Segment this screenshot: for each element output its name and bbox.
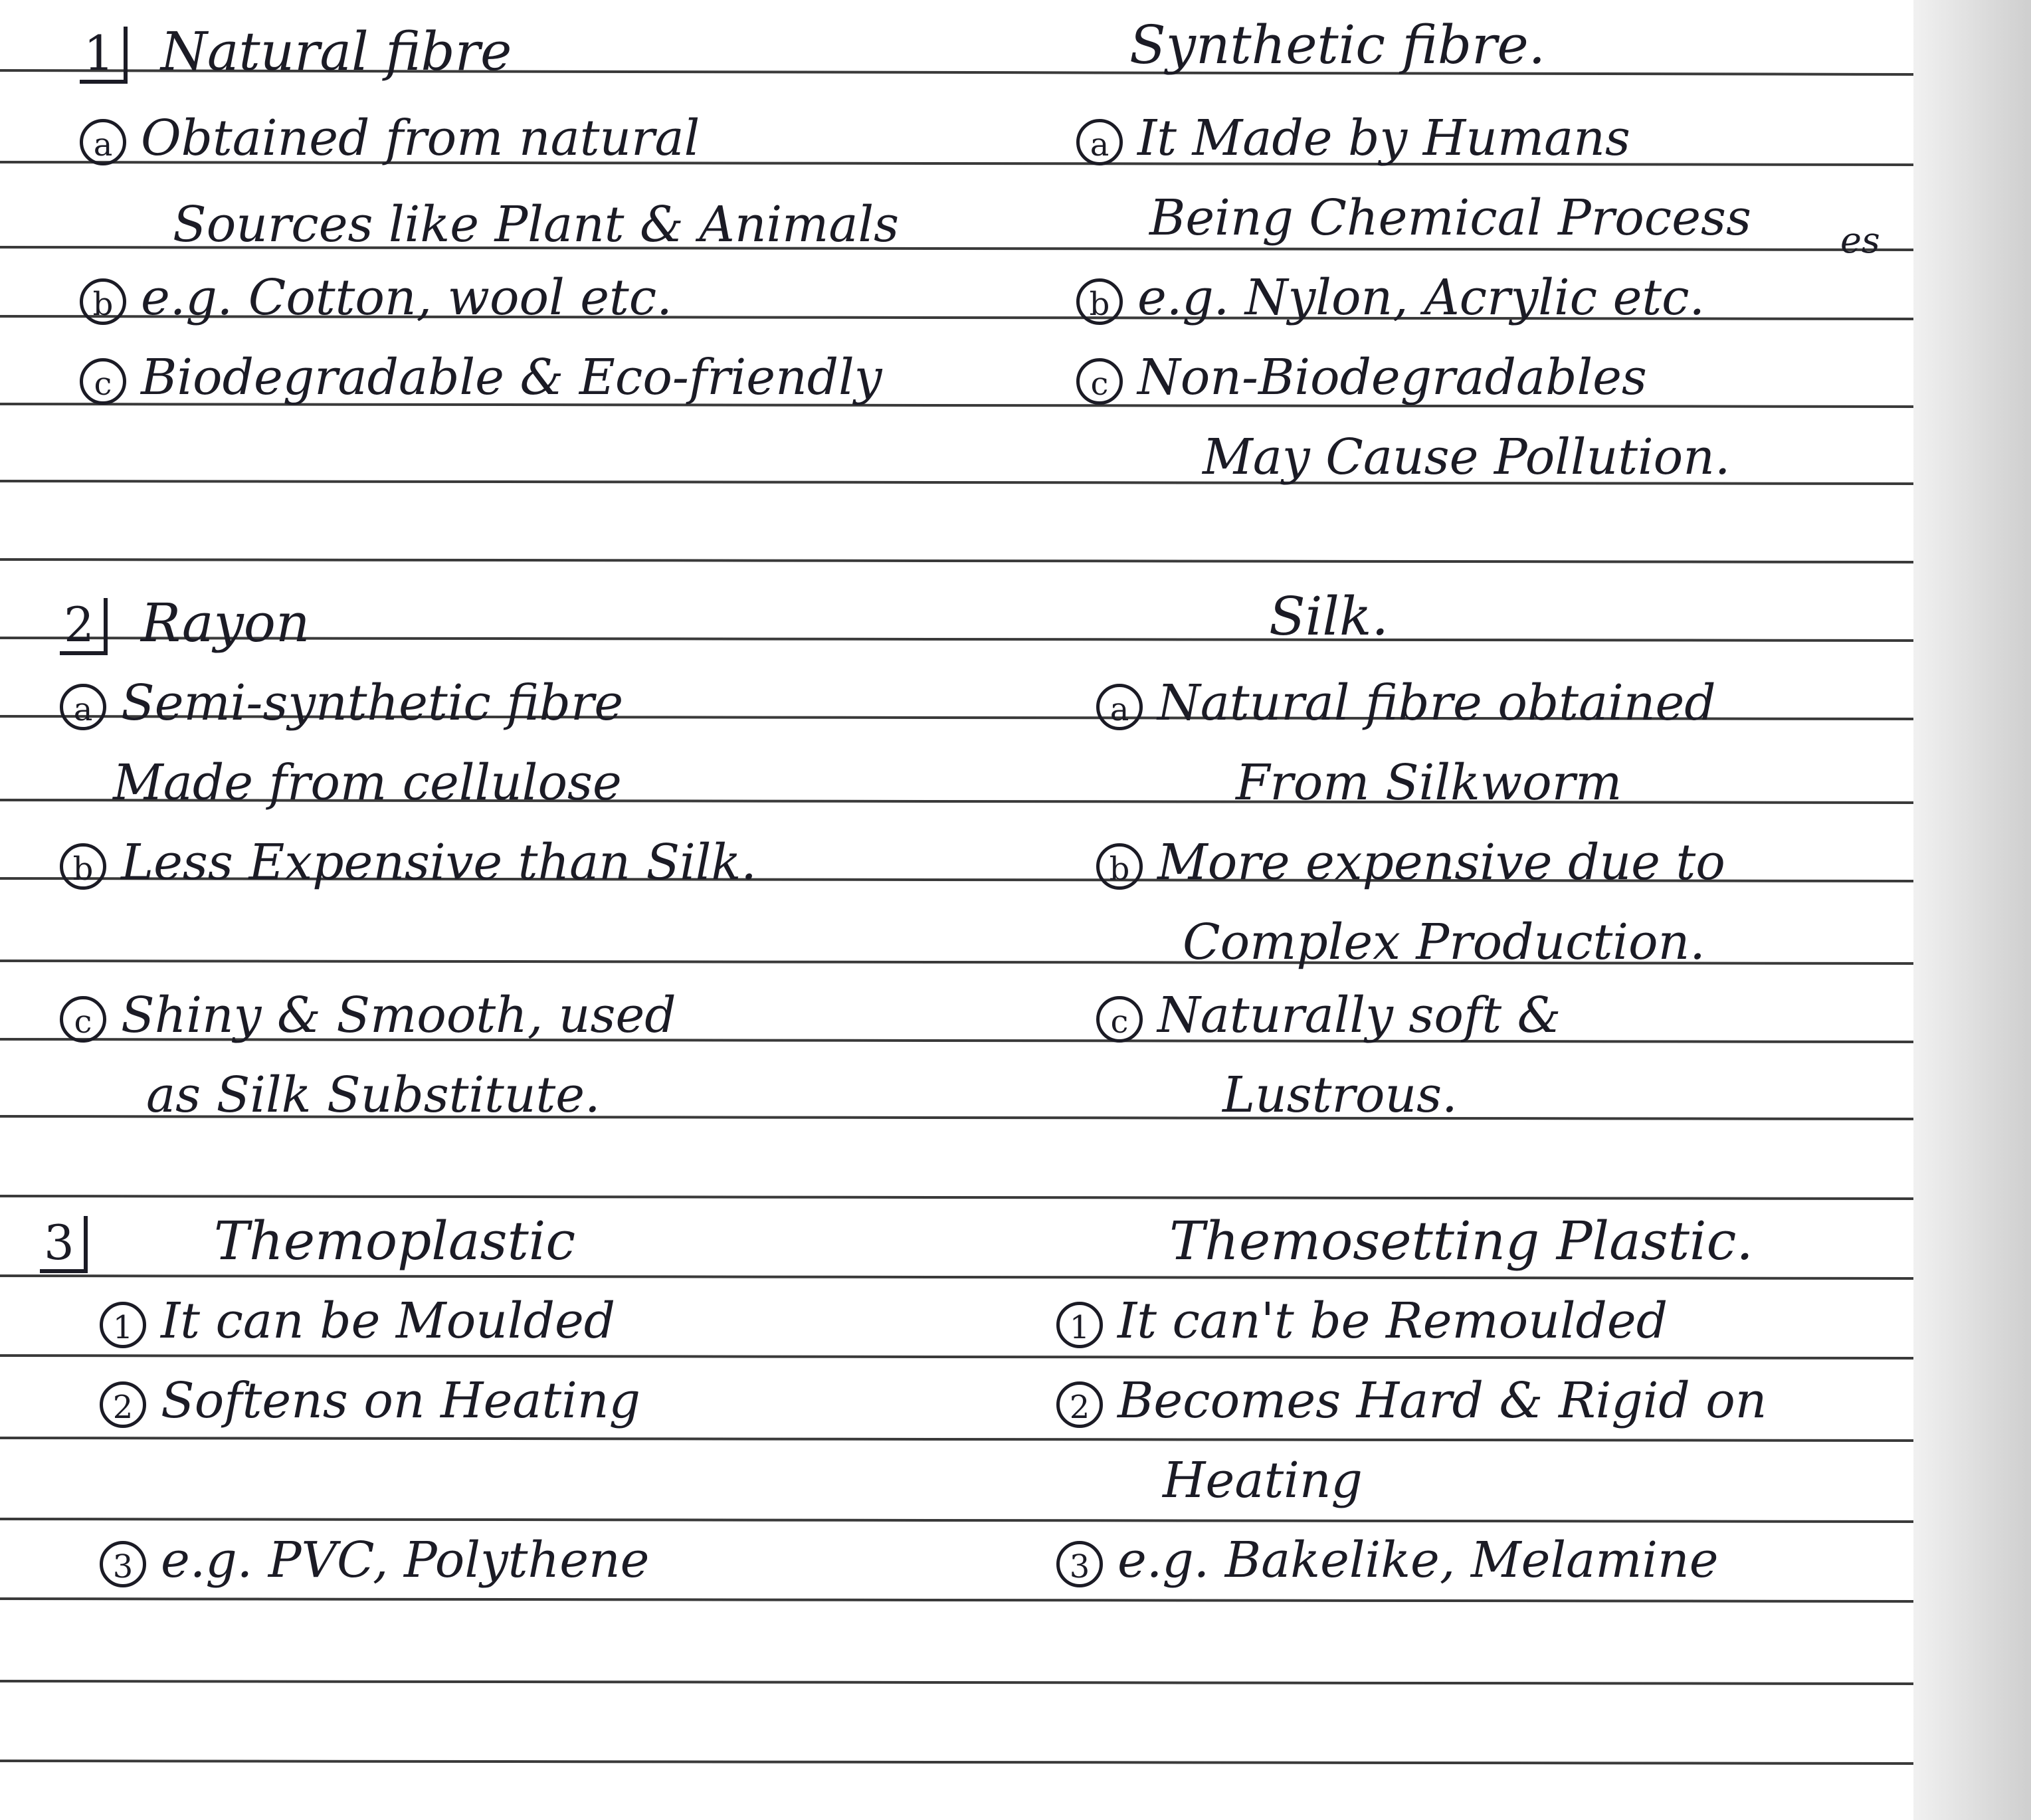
point-text: Becomes Hard & Rigid on: [1117, 1372, 1767, 1429]
point-marker: 1: [1056, 1302, 1103, 1348]
point-line-continued: [1056, 1449, 1363, 1512]
section-number: 2: [60, 598, 108, 655]
point-text: Less Expensive than Silk.: [121, 834, 757, 891]
point-text: From Silkworm: [1236, 754, 1622, 811]
point-text: as Silk Substitute.: [146, 1066, 601, 1124]
section1-right-heading: Synthetic fibre.: [1129, 14, 1546, 76]
point-text: It can be Moulded: [161, 1292, 616, 1350]
point-text: Natural fibre obtained: [1157, 674, 1716, 732]
section2-right: [1096, 571, 1907, 1143]
point-text: Heating: [1163, 1452, 1363, 1509]
point-line: [40, 1528, 649, 1592]
point-line: [80, 106, 700, 170]
point-marker: c: [60, 996, 106, 1043]
section2-right-heading: Silk.: [1269, 585, 1389, 647]
point-marker: 3: [1056, 1541, 1103, 1587]
section3-right-heading: Themosetting Plastic.: [1169, 1210, 1753, 1272]
point-text: e.g. Cotton, wool etc.: [141, 269, 672, 326]
point-line: [60, 831, 757, 894]
point-line-continued: [60, 1063, 601, 1127]
point-line-continued: [1096, 910, 1705, 974]
point-line: [80, 266, 672, 330]
section3-left-heading: Themoplastic: [213, 1210, 576, 1272]
point-text: e.g. Bakelike, Melamine: [1117, 1532, 1719, 1589]
point-line: [60, 671, 623, 735]
point-line: [60, 983, 676, 1047]
correction-mark: es: [1840, 219, 1880, 261]
section1-left: [80, 0, 1076, 478]
point-marker: 3: [100, 1541, 146, 1587]
point-marker: a: [1076, 119, 1123, 165]
point-line: [80, 346, 882, 409]
point-text: Lustrous.: [1222, 1066, 1458, 1124]
point-line: [1056, 1289, 1668, 1353]
point-marker: a: [80, 119, 126, 165]
point-text: Being Chemical Process: [1149, 189, 1751, 247]
point-text: It can't be Remoulded: [1117, 1292, 1668, 1350]
point-text: e.g. Nylon, Acrylic etc.: [1137, 269, 1705, 326]
section1-right: [1076, 0, 1907, 505]
point-text: Sources like Plant & Animals: [173, 196, 900, 253]
section1-left-heading-line: [80, 20, 512, 84]
point-line: [1076, 346, 1647, 409]
point-marker: a: [1096, 684, 1143, 730]
point-text: Complex Production.: [1183, 914, 1705, 971]
point-text: Semi-synthetic fibre: [121, 674, 624, 732]
point-line-continued: [80, 193, 899, 256]
point-marker: c: [1076, 358, 1123, 405]
point-marker: b: [1096, 843, 1143, 890]
section-number: 1: [80, 27, 128, 84]
point-text: More expensive due to: [1157, 834, 1725, 891]
page-edge-shadow: [1913, 0, 2031, 1820]
point-text: Non-Biodegradables: [1137, 349, 1647, 406]
point-line: [40, 1289, 615, 1353]
point-line-continued: [1096, 751, 1622, 815]
point-line: [1096, 983, 1561, 1047]
point-marker: b: [80, 278, 126, 325]
point-line: [1076, 106, 1630, 170]
point-line-continued: [1096, 1063, 1458, 1127]
section3-right: [1056, 1196, 1907, 1635]
point-line: [1096, 671, 1716, 735]
point-text: May Cause Pollution.: [1203, 429, 1731, 486]
section1-left-heading: Natural fibre: [160, 21, 512, 82]
point-line-continued: [60, 751, 622, 815]
point-marker: c: [80, 358, 126, 405]
point-marker: b: [60, 843, 106, 890]
point-line: [1096, 831, 1725, 894]
section2-left-heading: Rayon: [140, 592, 310, 654]
point-text: Naturally soft &: [1157, 987, 1561, 1044]
point-text: e.g. PVC, Polythene: [161, 1532, 650, 1589]
point-marker: 2: [1056, 1381, 1103, 1428]
point-line-continued: [1076, 425, 1730, 489]
point-text: It Made by Humans: [1137, 110, 1630, 167]
point-line: [1056, 1528, 1719, 1592]
point-text: Made from cellulose: [113, 754, 622, 811]
point-line-continued: [1076, 186, 1751, 250]
point-marker: c: [1096, 996, 1143, 1043]
point-marker: b: [1076, 278, 1123, 325]
section2-left: [60, 571, 1056, 1143]
point-line: [1056, 1369, 1767, 1433]
point-text: Biodegradable & Eco-friendly: [141, 349, 882, 406]
point-text: Softens on Heating: [161, 1372, 640, 1429]
point-line: [1076, 266, 1705, 330]
point-marker: 2: [100, 1381, 146, 1428]
section3-left: [40, 1196, 1036, 1635]
point-text: Shiny & Smooth, used: [121, 987, 676, 1044]
point-marker: a: [60, 684, 106, 730]
point-text: Obtained from natural: [141, 110, 700, 167]
section-number: 3: [40, 1216, 88, 1273]
point-line: [40, 1369, 640, 1433]
section2-left-heading-line: [60, 591, 310, 655]
point-marker: 1: [100, 1302, 146, 1348]
section3-left-heading-line: [40, 1209, 575, 1273]
